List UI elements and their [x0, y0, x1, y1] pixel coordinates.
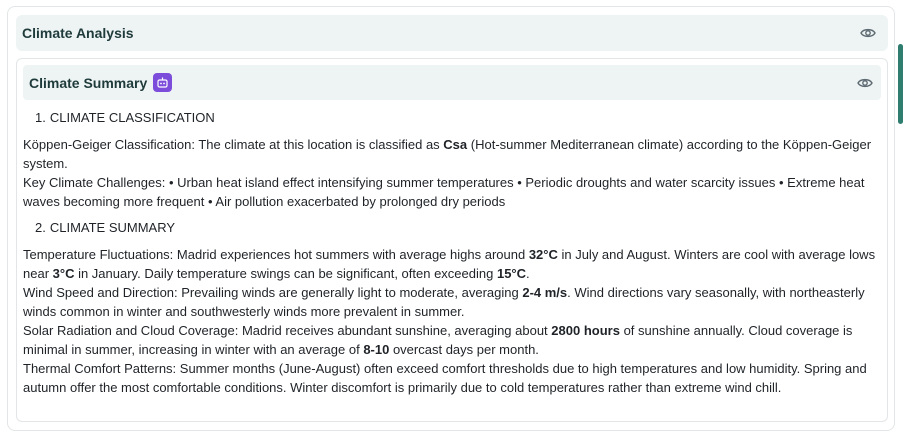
- scrollbar-thumb[interactable]: [898, 44, 903, 124]
- wind-speed-direction: Wind Speed and Direction: Prevailing winds are generally light to moderate, averaging 2-4 m/s. Wind directions vary seasonally, with northeasterly winds common in winter and southwesterly winds more prevalent in summer.: [23, 285, 865, 319]
- solar-radiation: Solar Radiation and Cloud Coverage: Madrid receives abundant sunshine, averaging about 2800 hours of sunshine annually. Cloud coverage is minimal in summer, increasing in winter with an average of 8-10 overcast days per month.: [23, 323, 853, 357]
- climate-summary-content: [23, 108, 883, 397]
- key-climate-challenges: Key Climate Challenges: • Urban heat island effect intensifying summer temperatures • Periodic droughts and water scarcity issues • Extreme heat waves becoming more frequent • Air pollution exacerbated by prolonged dry periods: [23, 175, 865, 209]
- robot-icon: [153, 73, 172, 92]
- climate-analysis-header[interactable]: [16, 15, 888, 51]
- koppen-classification: Köppen-Geiger Classification: The climate at this location is classified as Csa (Hot-summer Mediterranean climate) according to the Köppen-Geiger system.: [23, 137, 872, 171]
- eye-icon[interactable]: [860, 25, 876, 41]
- climate-analysis-title: Climate Analysis: [22, 25, 134, 41]
- climate-analysis-card: [7, 6, 895, 431]
- climate-summary-title: Climate Summary: [29, 74, 148, 91]
- temperature-fluctuations: Temperature Fluctuations: Madrid experiences hot summers with average highs around 32°C in July and August. Winters are cool with average lows near 3°C in January. Daily temperature swings can be significant, often exceeding 15°C.: [23, 247, 876, 281]
- eye-icon[interactable]: [857, 75, 873, 91]
- section-heading: 2. CLIMATE SUMMARY: [35, 220, 176, 235]
- climate-summary-card: [16, 58, 888, 422]
- climate-summary-header[interactable]: [23, 65, 881, 100]
- section-heading: 1. CLIMATE CLASSIFICATION: [35, 110, 215, 125]
- thermal-comfort: Thermal Comfort Patterns: Summer months (June-August) often exceed comfort thresholds due to high temperatures and low humidity. Spring and autumn offer the most comfortable conditions. Winter discomfort is primarily due to cold temperatures rather than extreme wind chill.: [23, 361, 867, 395]
